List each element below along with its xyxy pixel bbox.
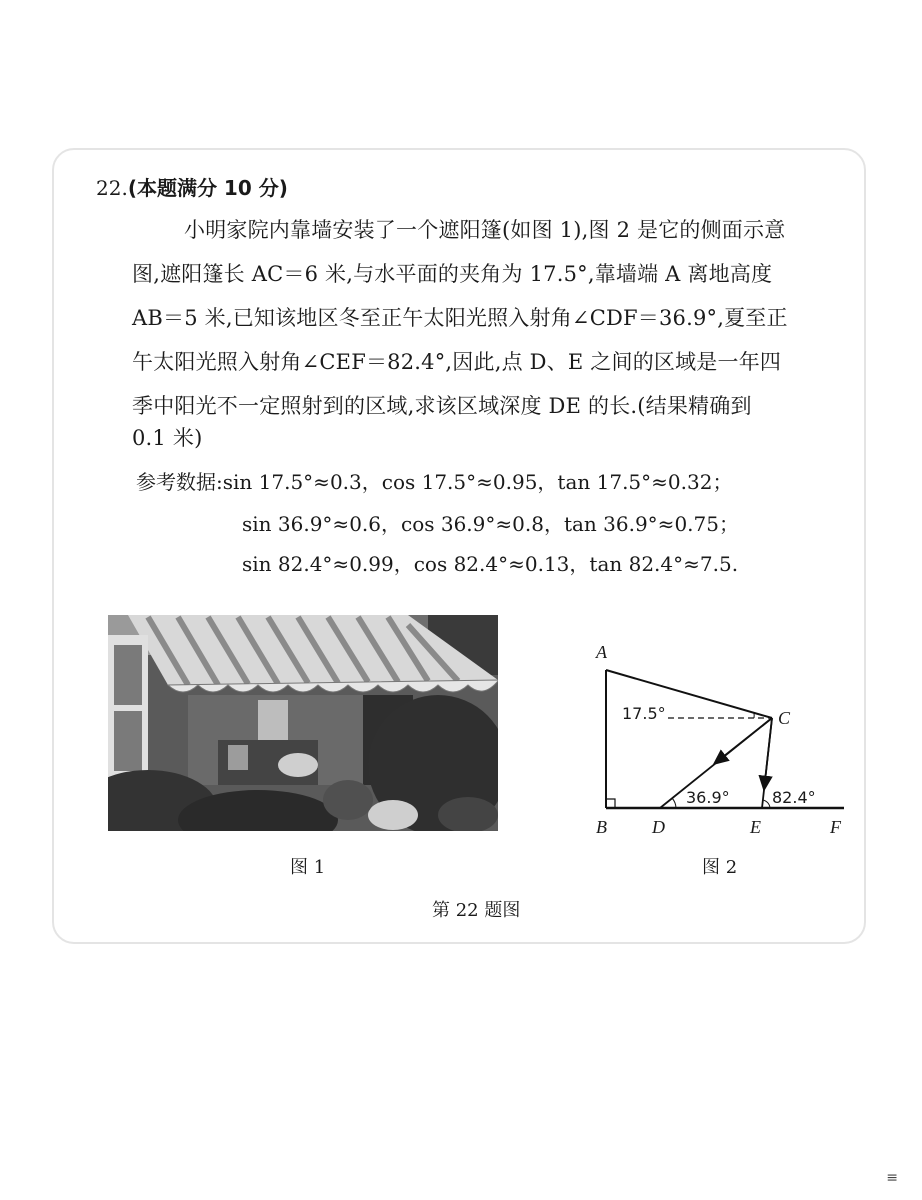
point-f-label: F [830,817,841,837]
reference-label: 参考数据: [136,470,223,494]
ray-cd-arrow [714,718,772,764]
question-header [96,172,288,201]
point-b-label: B [596,817,607,837]
question-score: (本题满分 10 分) [127,176,288,200]
figure-1-caption: 图 1 [290,857,326,878]
reference-line-2: sin 36.9°≈0.6，cos 36.9°≈0.8，tan 36.9°≈0.75； [242,512,739,536]
point-e-label: E [750,817,761,837]
figure-2-caption: 图 2 [702,857,738,878]
awning-photo-drawing [108,615,498,831]
angle-arc-d [672,798,676,808]
corner-menu-icon[interactable]: ≡ [886,1170,898,1186]
question-line-2: 图,遮阳篷长 AC＝6 米,与水平面的夹角为 17.5°,靠墙端 A 离地高度 [132,262,773,286]
angle-label-36-9: 36.9° [686,788,730,807]
question-line-3: AB＝5 米,已知该地区冬至正午太阳光照入射角∠CDF＝36.9°,夏至正 [132,306,788,330]
point-c-label: C [778,708,791,728]
figure-group-caption: 第 22 题图 [432,900,521,921]
geometry-diagram-svg [586,640,856,840]
reference-line-3: sin 82.4°≈0.99，cos 82.4°≈0.13，tan 82.4°≈7.5. [242,552,739,576]
angle-label-82-4: 82.4° [772,788,816,807]
right-angle-mark [606,799,615,808]
reference-line-1 [136,466,732,495]
question-line-5: 季中阳光不一定照射到的区域,求该区域深度 DE 的长.(结果精确到 [132,394,752,418]
question-line-6: 0.1 米) [132,426,203,450]
question-number: 22. [96,176,128,200]
question-line-1: 小明家院内靠墙安装了一个遮阳篷(如图 1),图 2 是它的侧面示意 [184,218,786,242]
point-a-label: A [596,642,607,662]
reference-values-1: sin 17.5°≈0.3，cos 17.5°≈0.95，tan 17.5°≈0.32； [222,470,733,494]
point-d-label: D [652,817,665,837]
awning-photo [108,615,498,831]
geometry-diagram [586,640,856,840]
angle-label-17-5: 17.5° [622,704,666,723]
question-line-4: 午太阳光照入射角∠CEF＝82.4°,因此,点 D、E 之间的区域是一年四 [132,350,782,374]
ray-ce-arrow [764,718,772,790]
